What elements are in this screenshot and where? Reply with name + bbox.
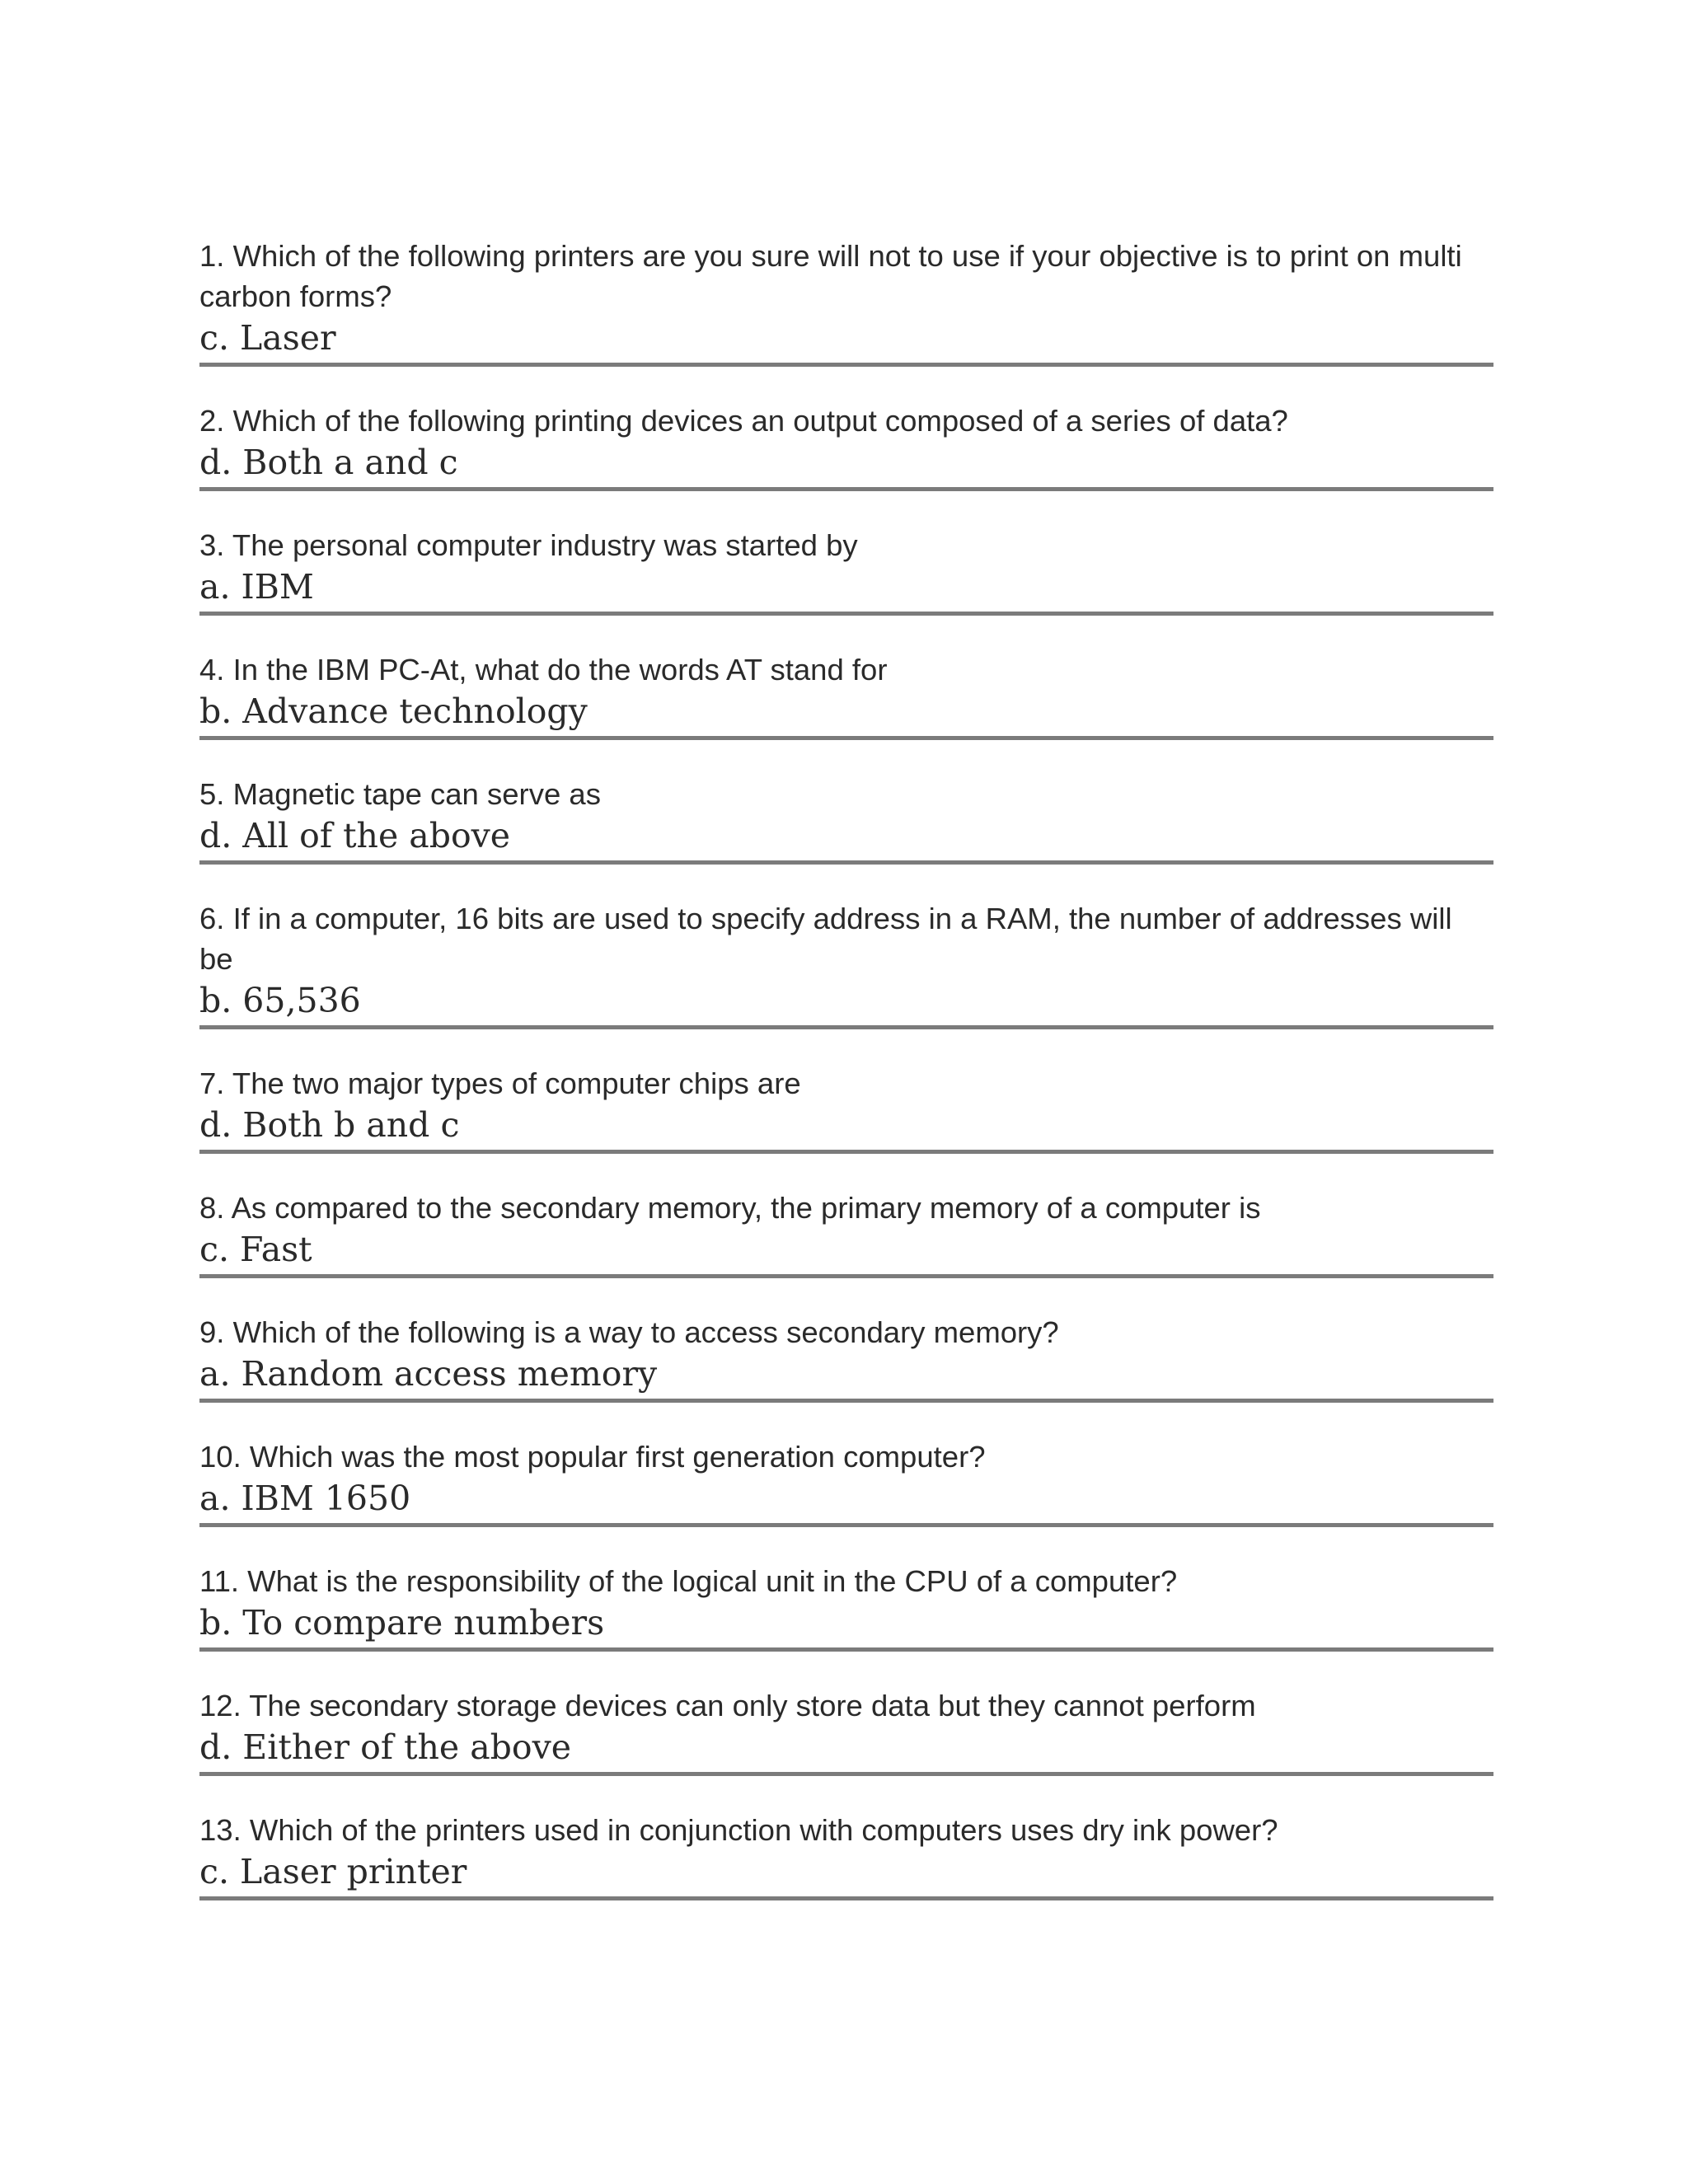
answer-text: b. To compare numbers: [199, 1601, 1493, 1652]
question-item-3: [199, 525, 1493, 616]
question-item-8: [199, 1188, 1493, 1278]
question-item-6: [199, 898, 1493, 1029]
answer-text: a. Random access memory: [199, 1352, 1493, 1403]
question-text: 12. The secondary storage devices can only store data but they cannot perform: [199, 1689, 1256, 1722]
question-item-11: [199, 1561, 1493, 1652]
answer-text: c. Fast: [199, 1228, 1493, 1278]
answer-text: a. IBM: [199, 565, 1493, 616]
question-text: 6. If in a computer, 16 bits are used to specify address in a RAM, the number of addresses will be: [199, 902, 1452, 976]
question-text: 13. Which of the printers used in conjunction with computers uses dry ink power?: [199, 1813, 1278, 1847]
question-text: 2. Which of the following printing devices an output composed of a series of data?: [199, 404, 1288, 438]
question-text: 7. The two major types of computer chips are: [199, 1066, 801, 1100]
question-item-12: [199, 1685, 1493, 1776]
answer-text: c. Laser: [199, 316, 1493, 367]
question-text: 3. The personal computer industry was started by: [199, 528, 858, 562]
question-text: 10. Which was the most popular first generation computer?: [199, 1440, 986, 1474]
answer-text: b. 65,536: [199, 979, 1493, 1029]
answer-text: a. IBM 1650: [199, 1477, 1493, 1527]
question-item-10: [199, 1436, 1493, 1527]
question-item-4: [199, 649, 1493, 740]
answer-text: c. Laser printer: [199, 1850, 1493, 1900]
question-item-2: [199, 401, 1493, 491]
question-text: 4. In the IBM PC-At, what do the words AT stand for: [199, 653, 888, 687]
question-text: 5. Magnetic tape can serve as: [199, 777, 601, 811]
question-item-9: [199, 1312, 1493, 1403]
question-text: 8. As compared to the secondary memory, the primary memory of a computer is: [199, 1191, 1261, 1225]
answer-text: d. Both a and c: [199, 441, 1493, 491]
question-item-13: [199, 1810, 1493, 1900]
quiz-answer-sheet: [199, 236, 1493, 1934]
question-item-5: [199, 774, 1493, 865]
answer-text: d. All of the above: [199, 814, 1493, 865]
question-text: 11. What is the responsibility of the logical unit in the CPU of a computer?: [199, 1564, 1178, 1598]
answer-text: d. Either of the above: [199, 1726, 1493, 1776]
question-item-1: [199, 236, 1493, 367]
question-text: 1. Which of the following printers are you sure will not to use if your objective is to print on multi carbon forms?: [199, 239, 1462, 313]
question-item-7: [199, 1063, 1493, 1154]
answer-text: b. Advance technology: [199, 690, 1493, 740]
question-text: 9. Which of the following is a way to access secondary memory?: [199, 1315, 1059, 1349]
answer-text: d. Both b and c: [199, 1104, 1493, 1154]
